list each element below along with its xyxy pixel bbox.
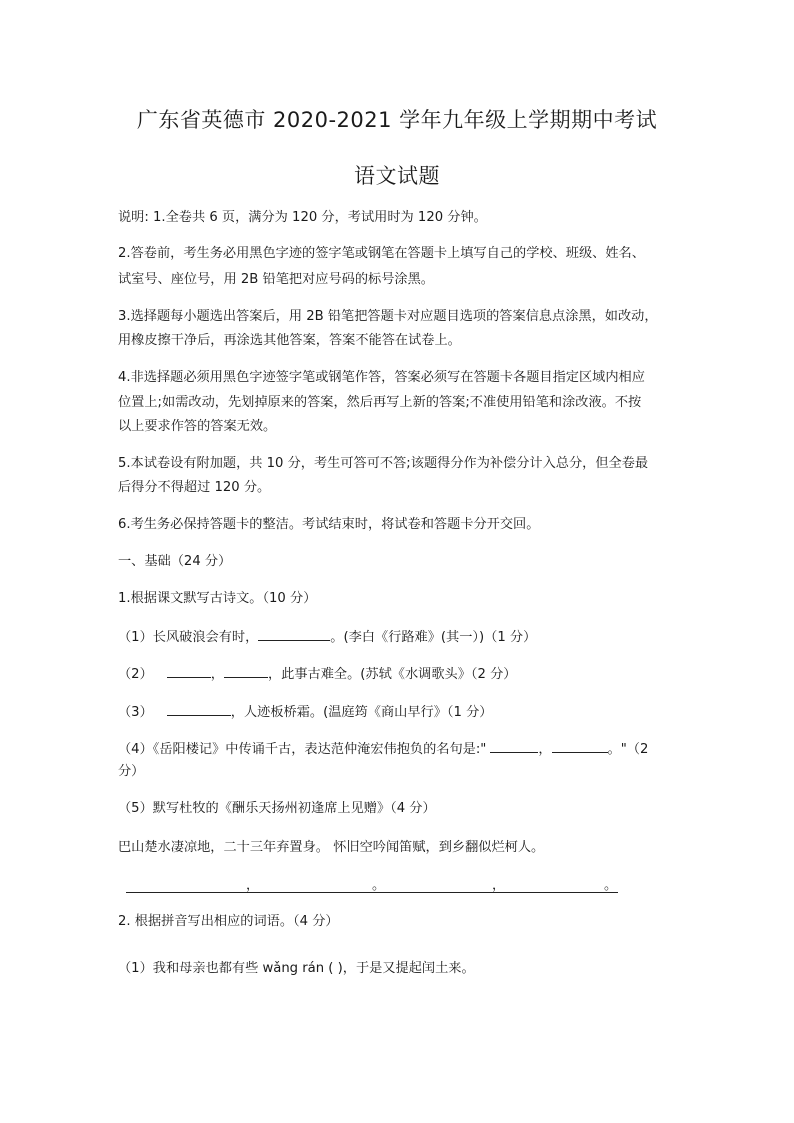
item-source: ，此事古难全。(苏轼《水调歌头》（2 分） [267,667,517,682]
answer-period: 。 [604,878,618,893]
question-1-prompt: 1.根据课文默写古诗文。（10 分） [118,591,317,606]
instruction-line: 以上要求作答的答案无效。 [118,419,277,434]
question-1-item-4-cont: 分） [118,764,145,779]
answer-comma: ， [492,878,506,893]
poem-answer-line[interactable] [126,874,618,893]
instruction-line: 2.答卷前，考生务必用黑色字迹的签字笔或钢笔在答题卡上填写自己的学校、班级、姓名、 [118,246,645,261]
poem-text: 巴山楚水凄凉地，二十三年弃置身。 怀旧空吟闻笛赋，到乡翻似烂柯人。 [118,840,545,855]
blank-comma: ， [210,667,224,682]
section-heading: 一、基础（24 分） [118,554,232,569]
instruction-line: 说明: 1.全卷共 6 页，满分为 120 分，考试用时为 120 分钟。 [118,210,487,225]
exam-title: 广东省英德市 2020-2021 学年九年级上学期期中考试 [136,108,658,132]
answer-blank[interactable] [167,701,231,716]
answer-blank[interactable] [490,738,538,753]
item-text: （4）《岳阳楼记》中传诵千古，表达范仲淹宏伟抱负的名句是:" [118,742,487,757]
question-1-item-1 [118,626,684,648]
question-1-item-5: （5）默写杜牧的《酬乐天扬州初逢席上见赠》（4 分） [118,801,436,816]
question-2-item-1: （1）我和母亲也都有些 wǎng rán ( )，于是又提起闰土来。 [118,961,475,976]
answer-period: 。 [372,878,386,893]
answer-blank[interactable] [258,626,330,641]
answer-blank[interactable] [552,738,608,753]
question-1-item-4 [118,738,684,760]
instruction-line: 用橡皮擦干净后，再涂选其他答案，答案不能答在试卷上。 [118,333,461,348]
item-source: ，人迹板桥霜。(温庭筠《商山早行》（1 分） [230,705,493,720]
item-number: （2） [118,667,153,682]
instruction-line: 4.非选择题必须用黑色字迹签字笔或钢笔作答，答案必须写在答题卡各题目指定区域内相应 [118,370,645,385]
instruction-line: 3.选择题每小题选出答案后，用 2B 铅笔把答题卡对应题目选项的答案信息点涂黑，如改动， [118,309,658,324]
question-2-prompt: 2. 根据拼音写出相应的词语。（4 分） [118,914,339,929]
instruction-line: 6.考生务必保持答题卡的整洁。考试结束时，将试卷和答题卡分开交回。 [118,517,540,532]
instruction-line: 5.本试卷设有附加题，共 10 分，考生可答可不答;该题得分作为补偿分计入总分，但全卷最 [118,456,649,471]
item-source: 。(李白《行路难》(其一）)（1 分） [330,630,537,645]
item-text: （1）长风破浪会有时， [118,630,259,645]
question-1-item-2 [118,663,684,685]
item-number: （3） [118,705,153,720]
exam-subtitle: 语文试题 [354,164,440,188]
answer-blank[interactable] [167,663,211,678]
blank-comma: ， [538,742,552,757]
instruction-line: 后得分不得超过 120 分。 [118,480,271,495]
instruction-line: 位置上;如需改动，先划掉原来的答案，然后再写上新的答案;不准使用铅笔和涂改液。不按 [118,395,642,410]
instruction-line: 试室号、座位号，用 2B 铅笔把对应号码的标号涂黑。 [118,272,434,287]
item-score: 。"（2 [607,742,649,757]
answer-comma: ， [246,878,260,893]
question-1-item-3 [118,701,684,723]
answer-blank[interactable] [224,663,268,678]
